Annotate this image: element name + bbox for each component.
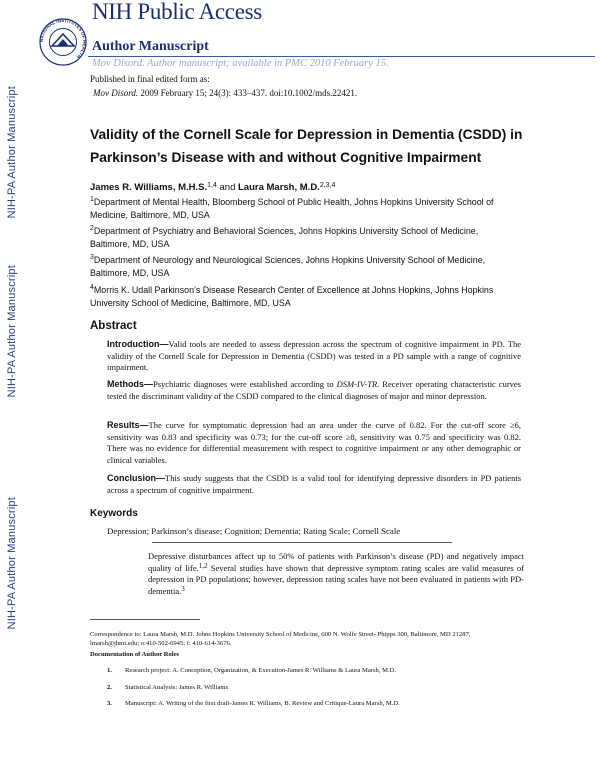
reference-3[interactable]: 3	[181, 585, 185, 594]
nih-public-access-title: NIH Public Access	[92, 0, 262, 24]
author-manuscript-subtitle: Author Manuscript	[92, 39, 209, 54]
keywords-list: Depression; Parkinson’s disease; Cognition; Dementia; Rating Scale; Cornell Scale	[107, 526, 401, 536]
author-role-2	[107, 684, 228, 691]
author-2-name: Laura Marsh, M.D.	[238, 182, 320, 193]
role-1-number: 1.	[107, 667, 112, 674]
role-2-number: 2.	[107, 684, 112, 691]
side-label-top: NIH-PA Author Manuscript	[6, 86, 18, 219]
logo-ring-text: NATIONAL INSTITUTES OF HEALTH	[38, 17, 88, 60]
keywords-heading: Keywords	[90, 508, 138, 519]
conclusion-label: Conclusion—	[107, 473, 165, 483]
role-3-number: 3.	[107, 700, 112, 707]
role-3-text: Manuscript: A. Writing of the first draft-James R. Williams, B. Review and Critique-Laura Marsh, M.D.	[125, 700, 400, 707]
abstract-methods	[107, 379, 521, 402]
abstract-introduction	[107, 339, 521, 374]
affiliation-4-text: Morris K. Udall Parkinson’s Disease Research Center of Excellence at Johns Hopkins, Johns Hopkins University School of Medicine, Baltimore, MD, USA	[90, 285, 494, 308]
correspondence-note: Correspondence to: Laura Marsh, M.D. Johns Hopkins University School of Medicine, 600 N. Wolfe Street- Phipps 300, Baltimore, MD 21287, lmarsh@jhmi.edu; o:410-502-6945; f: 410-614-3676.	[90, 631, 471, 647]
affiliation-1-number: 1	[90, 196, 94, 203]
affiliation-2-text: Department of Psychiatry and Behavioral Sciences, Johns Hopkins University School of Medicine, Baltimore, MD, USA	[90, 226, 479, 249]
methods-label: Methods—	[107, 379, 153, 389]
role-1-text: Research project: A. Conception, Organization, & Execution-James R. Williams & Laura Marsh, M.D.	[125, 667, 397, 674]
methods-text-b: . Receiver operating characteristic curves tested the discriminant validity of the CSDD compared to the clinical diagnoses of major and minor depression.	[107, 379, 521, 401]
svg-text:NATIONAL INSTITUTES OF HEALTH	[39, 18, 87, 60]
affiliation-4-number: 4	[90, 284, 94, 291]
side-label-middle: NIH-PA Author Manuscript	[6, 265, 18, 398]
author-1-affiliations: 1,4	[207, 182, 217, 189]
header-rule	[88, 56, 595, 57]
methods-dsm: DSM-IV-TR	[336, 379, 378, 389]
author-2-affiliations: 2,3,4	[319, 182, 336, 189]
citation-details: 2009 February 15; 24(3): 433–437. doi:10.1002/mds.22421.	[138, 88, 358, 98]
body-paragraph	[148, 551, 524, 598]
nih-logo	[38, 2, 88, 68]
introduction-text: Valid tools are needed to assess depression across the spectrum of cognitive impairment in PD. The validity of the Cornell Scale for Depression in Dementia (CSDD) was tested in a PD sample with a range of cognitive impairment.	[107, 339, 521, 373]
author-1-name: James R. Williams, M.H.S.	[90, 182, 208, 193]
results-label: Results—	[107, 420, 149, 430]
role-2-text: Statistical Analysis: James R. Williams	[125, 684, 229, 691]
footnote-separator	[90, 619, 200, 620]
abstract-conclusion	[107, 473, 521, 496]
affiliation-1-text: Department of Mental Health, Bloomberg School of Public Health, Johns Hopkins University School of Medicine, Baltimore, MD, USA	[90, 197, 494, 220]
section-separator	[152, 542, 452, 543]
conclusion-text: This study suggests that the CSDD is a valid tool for identifying depressive disorders in PD patients across a spectrum of cognitive impairment.	[107, 473, 521, 495]
abstract-results	[107, 420, 521, 467]
introduction-label: Introduction—	[107, 339, 169, 349]
methods-text-a: Psychiatric diagnoses were established according to	[153, 379, 337, 389]
reference-1-2[interactable]: 1,2	[198, 561, 208, 570]
abstract-heading: Abstract	[90, 320, 137, 332]
affiliation-2-number: 2	[90, 225, 94, 232]
body-text-b: Several studies have shown that depressive symptom rating scales are valid measures of depression in PD populations; however, depression rating scales have not been evaluated in patients with PD-dementia.	[148, 562, 524, 597]
availability-note: Mov Disord. Author manuscript; available in PMC 2010 February 15.	[92, 58, 389, 69]
article-title: Validity of the Cornell Scale for Depression in Dementia (CSDD) in Parkinson’s Disease with and without Cognitive Impairment	[90, 127, 523, 165]
author-line	[90, 182, 335, 193]
affiliation-3-text: Department of Neurology and Neurological Sciences, Johns Hopkins University School of Medicine, Baltimore, MD, USA	[90, 255, 486, 278]
author-conjunction: and	[216, 182, 238, 193]
results-text: The curve for symptomatic depression had an area under the curve of 0.82. For the cut-off score ≥6, sensitivity was 0.83 and specificity was 0.73; for the cut-off score ≥8, sensitivity was 0.75 and specificity was 0.82. There was no evidence for differential measurement with respect to cognitive impairment or any other demographic or clinical variables.	[107, 420, 521, 466]
author-role-3	[107, 700, 400, 707]
journal-name: Mov Disord.	[93, 88, 139, 98]
affiliation-3	[90, 254, 520, 279]
affiliation-2	[90, 225, 520, 250]
author-role-1	[107, 667, 396, 674]
affiliation-4	[90, 284, 520, 309]
publication-citation	[93, 88, 357, 98]
affiliation-1	[90, 196, 520, 221]
affiliation-3-number: 3	[90, 254, 94, 261]
author-roles-heading: Documentation of Author Roles	[90, 651, 180, 658]
body-text-a: Depressive disturbances affect up to 50% of patients with Parkinson’s disease (PD) and negatively impact quality of life.	[148, 551, 524, 573]
published-label: Published in final edited form as:	[90, 74, 210, 84]
side-label-bottom: NIH-PA Author Manuscript	[6, 497, 18, 630]
